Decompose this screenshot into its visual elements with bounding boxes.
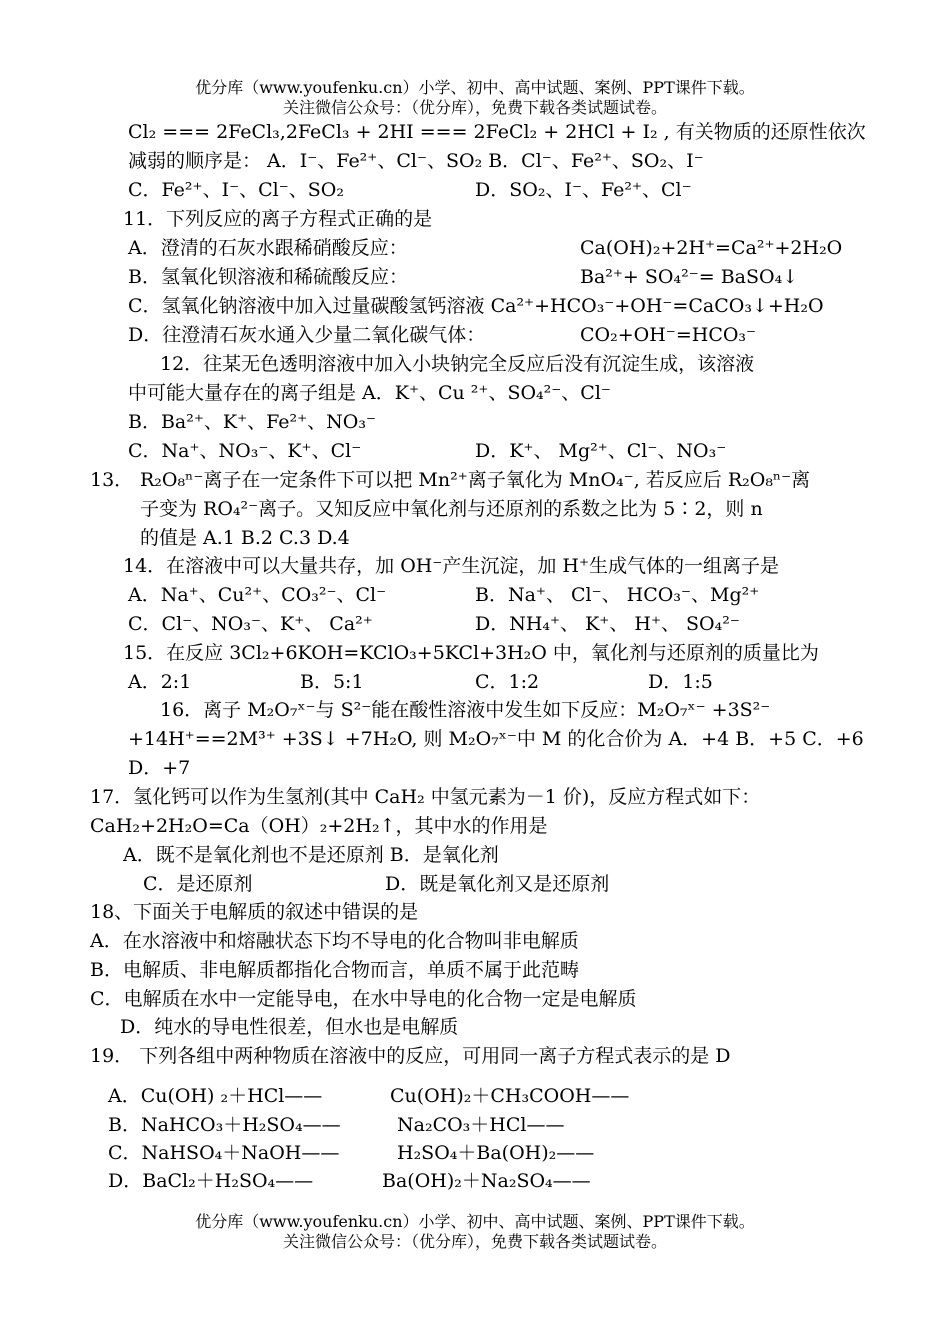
q12-line-1: 12．往某无色透明溶液中加入小块钠完全反应后没有沉淀生成，该溶液 — [160, 353, 755, 375]
header-line-1: 优分库（www.youfenku.cn）小学、初中、高中试题、案例、PPT课件下载。 — [195, 78, 755, 97]
q12-line-2: 中可能大量存在的离子组是 A．K⁺、Cu ²⁺、SO₄²⁻、Cl⁻ — [128, 382, 611, 404]
q18-option-d: D．纯水的导电性很差，但水也是电解质 — [120, 1016, 459, 1038]
q19-option-b-right: Na₂CO₃＋HCl—— — [397, 1114, 565, 1136]
q11-option-d: D．往澄清石灰水通入少量二氧化碳气体： — [128, 324, 486, 346]
q11-stem: 11．下列反应的离子方程式正确的是 — [123, 208, 433, 230]
q10-line-1: Cl₂ === 2FeCl₃,2FeCl₃ + 2HI === 2FeCl₂ + 2HCl + I₂ , 有关物质的还原性依次 — [128, 121, 866, 143]
q10-option-d: D．SO₂、I⁻、Fe²⁺、Cl⁻ — [475, 179, 692, 201]
q15-option-d: D．1:5 — [648, 671, 713, 693]
q19-option-c-right: H₂SO₄＋Ba(OH)₂—— — [397, 1142, 595, 1164]
q10-line-2: 减弱的顺序是： A．I⁻、Fe²⁺、Cl⁻、SO₂ B．Cl⁻、Fe²⁺、SO₂、I⁻ — [128, 150, 704, 172]
q16-line-2: +14H⁺==2M³⁺ +3S↓ +7H₂O, 则 M₂O₇ˣ⁻中 M 的化合价为 A．+4 B．+5 C．+6 — [128, 728, 864, 750]
q14-option-d: D．NH₄⁺、 K⁺、 H⁺、 SO₄²⁻ — [475, 613, 740, 635]
q12-option-b: B．Ba²⁺、K⁺、Fe²⁺、NO₃⁻ — [128, 411, 377, 433]
q14-stem: 14．在溶液中可以大量共存，加 OH⁻产生沉淀，加 H⁺生成气体的一组离子是 — [123, 555, 780, 577]
q19-option-a-right: Cu(OH)₂＋CH₃COOH—— — [390, 1085, 630, 1107]
q16-line-1: 16．离子 M₂O₇ˣ⁻与 S²⁻能在酸性溶液中发生如下反应：M₂O₇ˣ⁻ +3S²⁻ — [160, 699, 771, 721]
q13-line-2: 子变为 RO₄²⁻离子。又知反应中氧化剂与还原剂的系数之比为 5∶2，则 n — [140, 498, 763, 520]
q19-option-a-left: A．Cu(OH) ₂＋HCl—— — [108, 1085, 323, 1107]
header-line-2: 关注微信公众号：（优分库），免费下载各类试题试卷。 — [282, 98, 667, 117]
q15-option-c: C．1:2 — [475, 671, 540, 693]
q12-option-d: D．K⁺、 Mg²⁺、Cl⁻、NO₃⁻ — [475, 440, 727, 462]
q14-option-c: C．Cl⁻、NO₃⁻、K⁺、 Ca²⁺ — [128, 613, 373, 635]
q14-option-b: B．Na⁺、 Cl⁻、 HCO₃⁻、Mg²⁺ — [475, 584, 760, 606]
q11-option-d-equation: CO₂+OH⁻=HCO₃⁻ — [580, 324, 757, 346]
q17-line-2: CaH₂+2H₂O=Ca（OH）₂+2H₂↑，其中水的作用是 — [90, 815, 548, 837]
q11-option-b-equation: Ba²⁺+ SO₄²⁻= BaSO₄↓ — [580, 266, 799, 288]
q12-option-c: C．Na⁺、NO₃⁻、K⁺、Cl⁻ — [128, 440, 362, 462]
q16-line-3: D．+7 — [128, 757, 191, 779]
q14-option-a: A．Na⁺、Cu²⁺、CO₃²⁻、Cl⁻ — [128, 584, 387, 606]
q19-option-d-left: D．BaCl₂＋H₂SO₄—— — [108, 1170, 314, 1192]
q13-number: 13． — [90, 469, 134, 491]
q10-option-c: C．Fe²⁺、I⁻、Cl⁻、SO₂ — [128, 179, 344, 201]
q15-option-b: B．5:1 — [300, 671, 364, 693]
q18-stem: 18、下面关于电解质的叙述中错误的是 — [90, 901, 419, 923]
q18-option-b: B．电解质、非电解质都指化合物而言，单质不属于此范畴 — [90, 959, 579, 981]
q17-line-3: A．既不是氧化剂也不是还原剂 B．是氧化剂 — [123, 844, 499, 866]
q13-line-1: R₂O₈ⁿ⁻离子在一定条件下可以把 Mn²⁺离子氧化为 MnO₄⁻, 若反应后 R₂O₈ⁿ⁻离 — [140, 469, 811, 491]
q11-option-a-equation: Ca(OH)₂+2H⁺=Ca²⁺+2H₂O — [580, 237, 843, 259]
q18-option-c: C．电解质在水中一定能导电，在水中导电的化合物一定是电解质 — [90, 988, 637, 1010]
q11-option-b: B．氢氧化钡溶液和稀硫酸反应： — [128, 266, 408, 288]
q17-option-c: C．是还原剂 — [143, 873, 253, 895]
q15-stem: 15．在反应 3Cl₂+6KOH=KClO₃+5KCl+3H₂O 中，氧化剂与还原剂的质量比为 — [123, 642, 819, 664]
q11-option-a: A．澄清的石灰水跟稀硝酸反应： — [128, 237, 408, 259]
q19-stem: 19． 下列各组中两种物质在溶液中的反应，可用同一离子方程式表示的是 D — [90, 1045, 731, 1067]
q13-line-3: 的值是 A.1 B.2 C.3 D.4 — [140, 527, 350, 549]
q19-option-b-left: B．NaHCO₃＋H₂SO₄—— — [108, 1114, 341, 1136]
q17-line-1: 17．氢化钙可以作为生氢剂(其中 CaH₂ 中氢元素为－1 价)，反应方程式如下： — [90, 786, 761, 808]
q11-option-c: C．氢氧化钠溶液中加入过量碳酸氢钙溶液 Ca²⁺+HCO₃⁻+OH⁻=CaCO₃↓+H₂O — [128, 295, 824, 317]
footer-line-2: 关注微信公众号：（优分库），免费下载各类试题试卷。 — [282, 1232, 667, 1251]
q17-option-d: D．既是氧化剂又是还原剂 — [385, 873, 610, 895]
q19-option-d-right: Ba(OH)₂＋Na₂SO₄—— — [382, 1170, 591, 1192]
q15-option-a: A．2:1 — [128, 671, 192, 693]
q18-option-a: A．在水溶液中和熔融状态下均不导电的化合物叫非电解质 — [90, 930, 579, 952]
footer-line-1: 优分库（www.youfenku.cn）小学、初中、高中试题、案例、PPT课件下载。 — [195, 1212, 755, 1231]
q19-option-c-left: C．NaHSO₄＋NaOH—— — [108, 1142, 340, 1164]
